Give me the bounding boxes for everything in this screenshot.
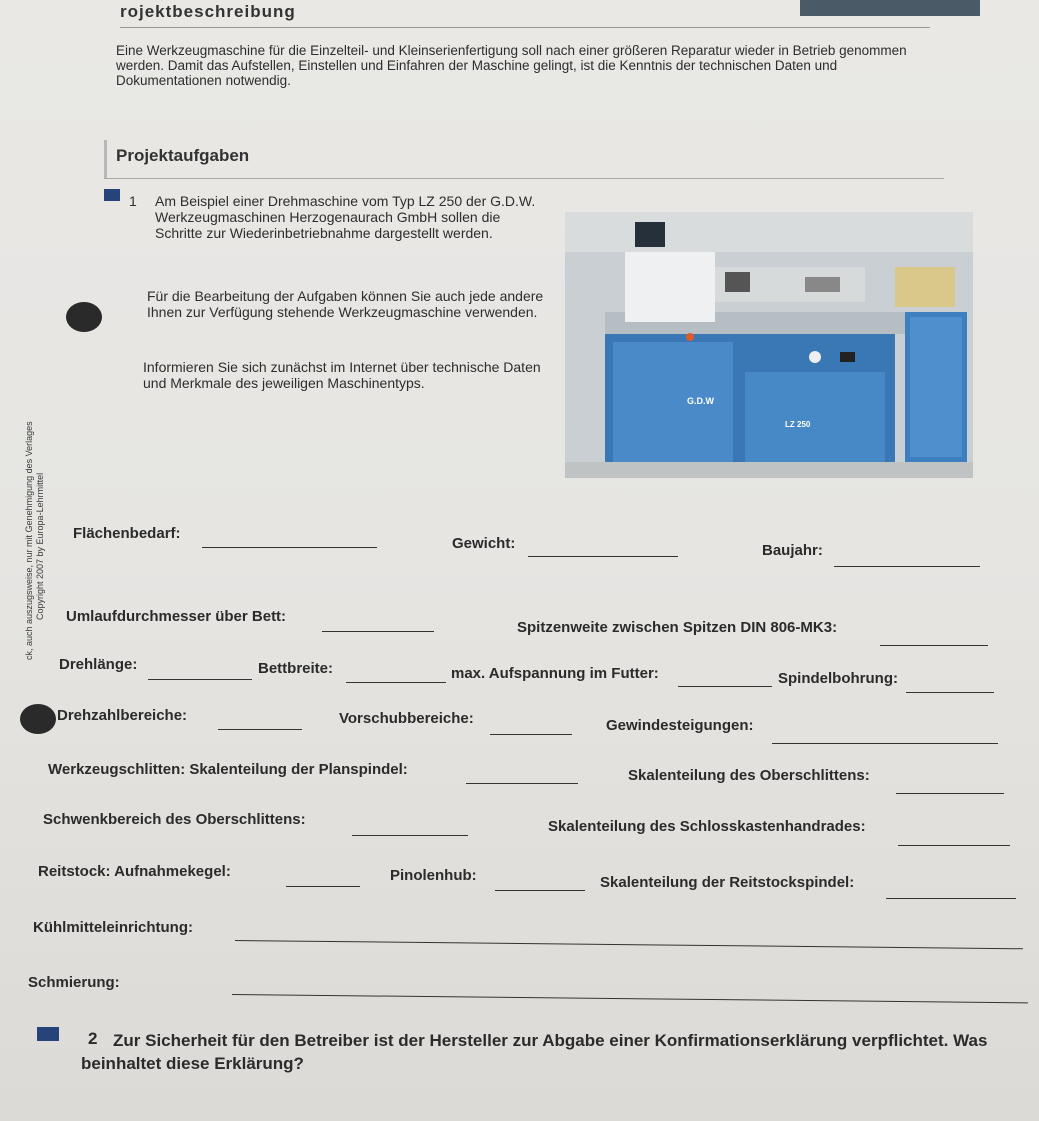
label-baujahr: Baujahr: [762,542,823,559]
field-reitstockspindel[interactable] [886,898,1016,899]
label-drehlaenge: Drehlänge: [59,656,138,673]
lathe-illustration [565,212,973,478]
field-gewindesteigungen[interactable] [772,743,998,744]
copyright-notice-2: Copyright 2007 by Europa-Lehrmittel [35,472,45,620]
field-spindelbohrung[interactable] [906,692,994,693]
binder-hole-top [66,302,102,332]
label-pinolenhub: Pinolenhub: [390,867,477,884]
task-1-marker-icon [104,189,120,201]
field-bettbreite[interactable] [346,682,446,683]
section-divider [104,178,944,179]
task-2-text: Zur Sicherheit für den Betreiber ist der Hersteller zur Abgabe einer Konfirmationserklärung verpflichtet. Was beinhaltet diese Erklärung? [81,1031,988,1073]
field-schwenkbereich[interactable] [352,835,468,836]
field-umlaufdurchmesser[interactable] [322,631,434,632]
field-schlosskastenhandrad[interactable] [898,845,1010,846]
task-1-paragraph-2: Für die Bearbeitung der Aufgaben können Sie auch jede andere Ihnen zur Verfügung stehende Werkzeugmaschine verwenden. [147,288,544,320]
label-spitzenweite: Spitzenweite zwischen Spitzen DIN 806-MK3: [517,619,838,636]
field-drehlaenge[interactable] [148,679,252,680]
machine-type-label: LZ 250 [785,420,811,429]
header-divider [120,27,930,28]
field-kuehlmittel[interactable] [235,940,1023,949]
task-1-paragraph-3: Informieren Sie sich zunächst im Internet über technische Daten und Merkmale des jeweiligen Maschinentyps. [143,359,541,391]
field-baujahr[interactable] [834,566,980,567]
section-title: Projektaufgaben [116,146,250,165]
label-flaechenbedarf: Flächenbedarf: [73,525,181,542]
label-gewindesteigungen: Gewindesteigungen: [606,717,754,734]
section-marker [104,140,107,178]
field-schmierung[interactable] [232,994,1028,1003]
header-decoration [800,0,980,16]
field-vorschubbereiche[interactable] [490,734,572,735]
field-planspindel[interactable] [466,783,578,784]
label-gewicht: Gewicht: [452,535,516,552]
task-2-marker-icon [37,1027,59,1041]
task-1-paragraph-1: Am Beispiel einer Drehmaschine vom Typ LZ 250 der G.D.W. Werkzeugmaschinen Herzogenaurach GmbH sollen die Schritte zur Wiederinbetriebnahme dargestellt werden. [155,193,536,241]
field-drehzahlbereiche[interactable] [218,729,302,730]
label-planspindel: Werkzeugschlitten: Skalenteilung der Planspindel: [48,761,408,778]
label-bettbreite: Bettbreite: [258,660,334,677]
page-title: rojektbeschreibung [120,2,296,21]
task-2-number: 2 [88,1029,98,1048]
lathe-photo [565,212,973,478]
binder-hole-bottom [20,704,56,734]
field-aufnahmekegel[interactable] [286,886,360,887]
task-1-number: 1 [129,193,137,209]
label-oberschlitten: Skalenteilung des Oberschlittens: [628,767,870,784]
label-schwenkbereich: Schwenkbereich des Oberschlittens: [43,811,306,828]
copyright-notice: ck, auch auszugsweise, nur mit Genehmigung des Verlages [24,421,34,660]
label-drehzahlbereiche: Drehzahlbereiche: [57,707,188,724]
label-kuehlmittel: Kühlmitteleinrichtung: [33,919,193,936]
field-gewicht[interactable] [528,556,678,557]
label-aufspannung: max. Aufspannung im Futter: [451,665,659,682]
field-aufspannung[interactable] [678,686,772,687]
label-vorschubbereiche: Vorschubbereiche: [339,710,474,727]
field-spitzenweite[interactable] [880,645,988,646]
label-umlaufdurchmesser: Umlaufdurchmesser über Bett: [66,608,287,625]
intro-paragraph: Eine Werkzeugmaschine für die Einzelteil- und Kleinserienfertigung soll nach einer größeren Reparatur wieder in Betrieb genommen werden. Damit das Aufstellen, Einstellen und Einfahren der Maschine gelingt, ist die Kenntnis der technischen Daten und Dokumentationen notwendig. [116,43,907,88]
label-aufnahmekegel: Reitstock: Aufnahmekegel: [38,863,231,880]
label-spindelbohrung: Spindelbohrung: [778,670,898,687]
field-pinolenhub[interactable] [495,890,585,891]
label-schlosskastenhandrad: Skalenteilung des Schlosskastenhandrades: [548,818,866,835]
label-reitstockspindel: Skalenteilung der Reitstockspindel: [600,874,855,891]
field-flaechenbedarf[interactable] [202,547,377,548]
machine-brand-label: G.D.W [687,396,714,406]
field-oberschlitten[interactable] [896,793,1004,794]
label-schmierung: Schmierung: [28,974,120,991]
